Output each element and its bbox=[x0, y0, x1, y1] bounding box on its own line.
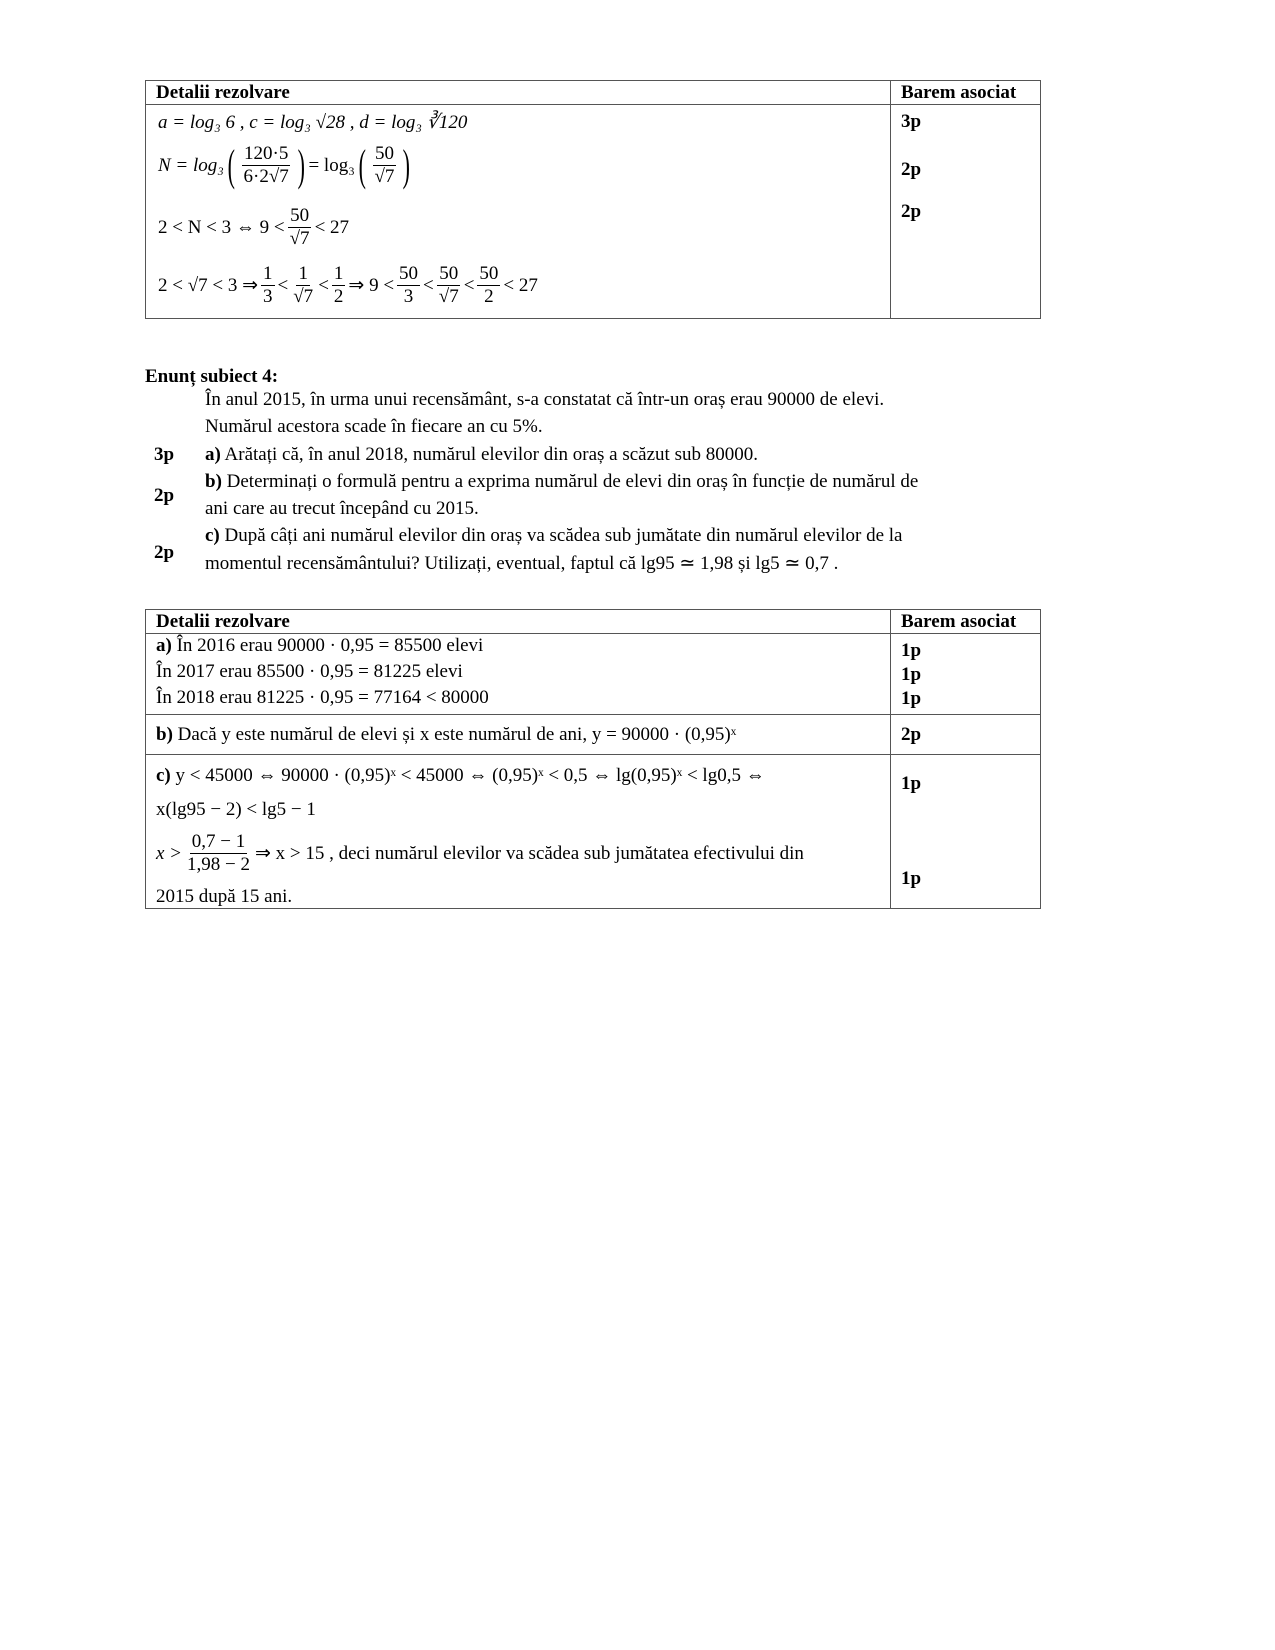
expr: < bbox=[423, 274, 434, 296]
table-row-a bbox=[146, 634, 1040, 715]
points: 1p bbox=[901, 640, 922, 661]
numerator: 1 bbox=[263, 263, 273, 284]
denominator: √7 bbox=[293, 286, 314, 307]
expr: < 27 bbox=[503, 274, 538, 296]
numerator: 0,7 − 1 bbox=[191, 831, 246, 852]
label: c) bbox=[205, 525, 220, 546]
expr: N = log₃ bbox=[158, 154, 224, 176]
subject-title: Enunț subiect 4: bbox=[145, 366, 279, 387]
denominator: 1,98 − 2 bbox=[187, 854, 250, 875]
paren: ( bbox=[227, 140, 235, 190]
label: a) bbox=[156, 635, 172, 656]
label: b) bbox=[205, 471, 222, 492]
fraction bbox=[397, 263, 420, 308]
denominator: √7 bbox=[438, 286, 459, 307]
fraction bbox=[291, 263, 315, 308]
points: 1p bbox=[901, 664, 922, 685]
header-barem: Barem asociat bbox=[901, 82, 1017, 103]
denominator: 2 bbox=[484, 286, 494, 307]
expr: = log₃ bbox=[308, 154, 355, 176]
points: 1p bbox=[901, 868, 922, 889]
denominator: √7 bbox=[374, 166, 395, 187]
math-line-3 bbox=[158, 205, 349, 250]
header-barem: Barem asociat bbox=[901, 611, 1017, 632]
line bbox=[156, 724, 736, 746]
table-header bbox=[146, 610, 1040, 634]
points: 3p bbox=[901, 111, 922, 132]
fraction bbox=[373, 143, 397, 188]
text: În 2016 erau 90000 · 0,95 = 85500 elevi bbox=[176, 635, 484, 656]
fraction bbox=[332, 263, 346, 308]
question-b bbox=[205, 471, 918, 493]
denominator: 2 bbox=[333, 286, 344, 307]
line bbox=[156, 635, 483, 657]
fraction bbox=[437, 263, 461, 308]
question-a bbox=[205, 444, 758, 466]
expr: < bbox=[277, 274, 289, 296]
expr: ⇒ x > 15 , deci numărul elevilor va scădea sub jumătatea efectivului din bbox=[254, 843, 804, 864]
points: 1p bbox=[901, 773, 922, 794]
expr: x > bbox=[156, 842, 183, 864]
header-details: Detalii rezolvare bbox=[156, 611, 290, 632]
math-line-1: a = log₃ 6 , c = log₃ √28 , d = log₃ ∛120 bbox=[158, 112, 468, 133]
intro-line: Numărul acestora scade în fiecare an cu 5%. bbox=[205, 416, 543, 437]
denominator: 3 bbox=[403, 286, 414, 307]
fraction bbox=[261, 263, 275, 308]
numerator: 50 bbox=[399, 263, 419, 284]
denominator: 3 bbox=[263, 286, 273, 307]
expr: ⇒ 9 < bbox=[348, 275, 395, 296]
text: După câți ani numărul elevilor din oraș va scădea sub jumătate din numărul elevilor de la bbox=[224, 525, 903, 546]
header-details: Detalii rezolvare bbox=[156, 82, 290, 103]
paren: ) bbox=[297, 140, 305, 190]
table-row-b bbox=[146, 715, 1040, 755]
text: Arătați că, în anul 2018, numărul elevilor din oraș a scăzut sub 80000. bbox=[224, 444, 758, 465]
numerator: 50 bbox=[290, 205, 310, 226]
line: x(lg95 − 2) < lg5 − 1 bbox=[156, 799, 316, 820]
intro-line: În anul 2015, în urma unui recensământ, s-a constatat că într-un oraș erau 90000 de elevi. bbox=[205, 389, 885, 410]
points: 2p bbox=[154, 542, 175, 563]
line: În 2017 erau 85500 · 0,95 = 81225 elevi bbox=[156, 661, 463, 682]
numerator: 50 bbox=[439, 263, 459, 284]
label: a) bbox=[205, 444, 221, 465]
points: 2p bbox=[901, 724, 922, 745]
denominator: √7 bbox=[289, 228, 310, 249]
expr: 2 < √7 < 3 ⇒ bbox=[158, 275, 259, 296]
solution-table-2 bbox=[145, 609, 1041, 909]
question-c bbox=[205, 525, 902, 547]
numerator: 1 bbox=[298, 263, 308, 284]
line: 2015 după 15 ani. bbox=[156, 886, 293, 907]
label: c) bbox=[156, 765, 171, 786]
points: 2p bbox=[901, 201, 922, 222]
line: În 2018 erau 81225 · 0,95 = 77164 < 80000 bbox=[156, 687, 489, 708]
numerator: 50 bbox=[479, 263, 499, 284]
solution-table-1 bbox=[145, 80, 1041, 319]
numerator: 120·5 bbox=[244, 143, 289, 164]
numerator: 50 bbox=[374, 143, 394, 164]
table-header bbox=[146, 81, 1040, 105]
fraction bbox=[288, 205, 312, 250]
denominator: 6·2√7 bbox=[243, 166, 289, 187]
fraction bbox=[242, 143, 291, 188]
label: b) bbox=[156, 724, 173, 745]
table-row-c bbox=[146, 755, 1040, 909]
points: 2p bbox=[154, 485, 175, 506]
points: 3p bbox=[154, 444, 175, 465]
points: 1p bbox=[901, 688, 922, 709]
line bbox=[156, 765, 765, 787]
text: Determinați o formulă pentru a exprima numărul de elevi din oraș în funcție de numărul de bbox=[226, 471, 919, 492]
table-row bbox=[146, 105, 1040, 318]
math-line-4 bbox=[158, 263, 538, 308]
question-b-cont: ani care au trecut începând cu 2015. bbox=[205, 498, 479, 519]
points: 2p bbox=[901, 159, 922, 180]
paren: ( bbox=[358, 140, 366, 190]
question-c-cont: momentul recensământului? Utilizați, eventual, faptul că lg95 ≃ 1,98 și lg5 ≃ 0,7 . bbox=[205, 553, 839, 574]
paren: ) bbox=[403, 140, 411, 190]
fraction bbox=[477, 263, 500, 308]
text: y < 45000 ⇔ 90000 · (0,95)ˣ < 45000 ⇔ (0,95)ˣ < 0,5 ⇔ lg(0,95)ˣ < lg0,5 ⇔ bbox=[175, 765, 765, 786]
text: Dacă y este numărul de elevi și x este numărul de ani, y = 90000 · (0,95)ˣ bbox=[177, 724, 737, 745]
expr: < 27 bbox=[314, 216, 350, 238]
math-line-2 bbox=[158, 140, 414, 190]
expr: < bbox=[318, 274, 329, 296]
fraction bbox=[185, 831, 252, 876]
expr: 2 < N < 3 ⇔ 9 < bbox=[158, 216, 285, 238]
expr: < bbox=[463, 274, 475, 296]
line bbox=[156, 831, 804, 876]
numerator: 1 bbox=[333, 263, 344, 284]
